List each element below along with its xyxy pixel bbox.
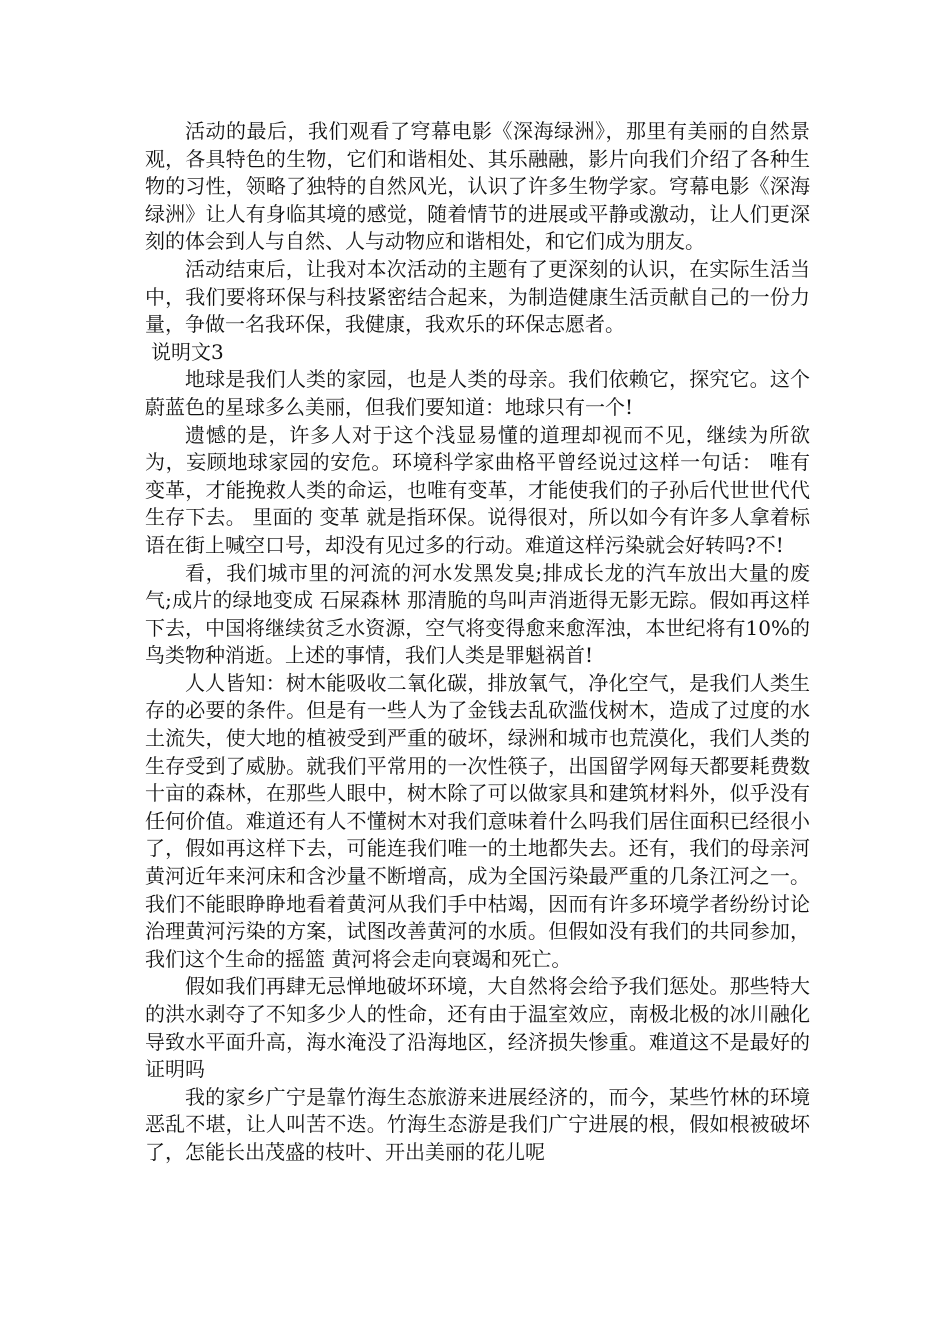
paragraph-earth-home: 地球是我们人类的家园，也是人类的母亲。我们依赖它，探究它。这个蔚蓝色的星球多么美丽，但我们要知道：地球只有一个! [145,367,810,419]
paragraph-hometown-bamboo: 我的家乡广宁是靠竹海生态旅游来进展经济的，而今，某些竹林的环境恶乱不堪，让人叫苦不迭。竹海生态游是我们广宁进展的根，假如根被破坏了，怎能长出茂盛的枝叶、开出美丽的花儿呢 [145,1084,810,1164]
paragraph-activity-end: 活动结束后，让我对本次活动的主题有了更深刻的认识，在实际生活当中，我们要将环保与科技紧密结合起来，为制造健康生活贡献自己的一份力量，争做一名我环保，我健康，我欢乐的环保志愿者。 [145,256,810,337]
paragraph-nature-punishment: 假如我们再肆无忌惮地破坏环境，大自然将会给予我们惩处。那些特大的洪水剥夺了不知多少人的性命，还有由于温室效应，南极北极的冰川融化导致水平面升高，海水淹没了沿海地区，经济损失惨重。难道这不是最好的证明吗 [145,974,810,1082]
document-page [145,118,810,1167]
paragraph-reform-quote: 遗憾的是，许多人对于这个浅显易懂的道理却视而不见，继续为所欲为，妄顾地球家园的安危。环境科学家曲格平曾经说过这样一句话： 唯有变革，才能挽救人类的命运，也唯有变革，才能使我们的子孙后代世世代代生存下去。 里面的 变革 就是指环保。说得很对，所以如今有许多人拿着标语在街上喊空口号，却没有见过多的行动。难道这样污染就会好转吗?不! [145,422,810,557]
paragraph-movie: 活动的最后，我们观看了穹幕电影《深海绿洲》，那里有美丽的自然景观，各具特色的生物，它们和谐相处、其乐融融，影片向我们介绍了各种生物的习性，领略了独特的自然风光，认识了许多生物学家。穹幕电影《深海绿洲》让人有身临其境的感觉，随着情节的进展或平静或激动，让人们更深刻的体会到人与自然、人与动物应和谐相处，和它们成为朋友。 [145,119,810,254]
section-heading: 说明文3 [151,339,224,364]
paragraph-trees-yellow-river: 人人皆知：树木能吸收二氧化碳，排放氧气，净化空气，是我们人类生存的必要的条件。但是有一些人为了金钱去乱砍滥伐树木，造成了过度的水土流失，使大地的植被受到严重的破坏，绿洲和城市也荒漠化，我们人类的生存受到了威胁。就我们平常用的一次性筷子，出国留学网每天都要耗费数十亩的森林，在那些人眼中，树木除了可以做家具和建筑材料外，似乎没有任何价值。难道还有人不懂树木对我们意味着什么吗我们居住面积已经很小了，假如再这样下去，可能连我们唯一的土地都失去。还有，我们的母亲河 黄河近年来河床和含沙量不断增高，成为全国污染最严重的几条江河之一。我们不能眼睁睁地看着黄河从我们手中枯竭，因而有许多环境学者纷纷讨论治理黄河污染的方案，试图改善黄河的水质。但假如没有我们的共同参加，我们这个生命的摇篮 黄河将会走向衰竭和死亡。 [145,670,810,971]
paragraph-city-pollution: 看，我们城市里的河流的河水发黑发臭;排成长龙的汽车放出大量的废气;成片的绿地变成 石屎森林 那清脆的鸟叫声消逝得无影无踪。假如再这样下去，中国将继续贫乏水资源，空气将变得愈来愈浑浊，本世纪将有10%的鸟类物种消逝。上述的事情，我们人类是罪魁祸首! [145,560,810,668]
